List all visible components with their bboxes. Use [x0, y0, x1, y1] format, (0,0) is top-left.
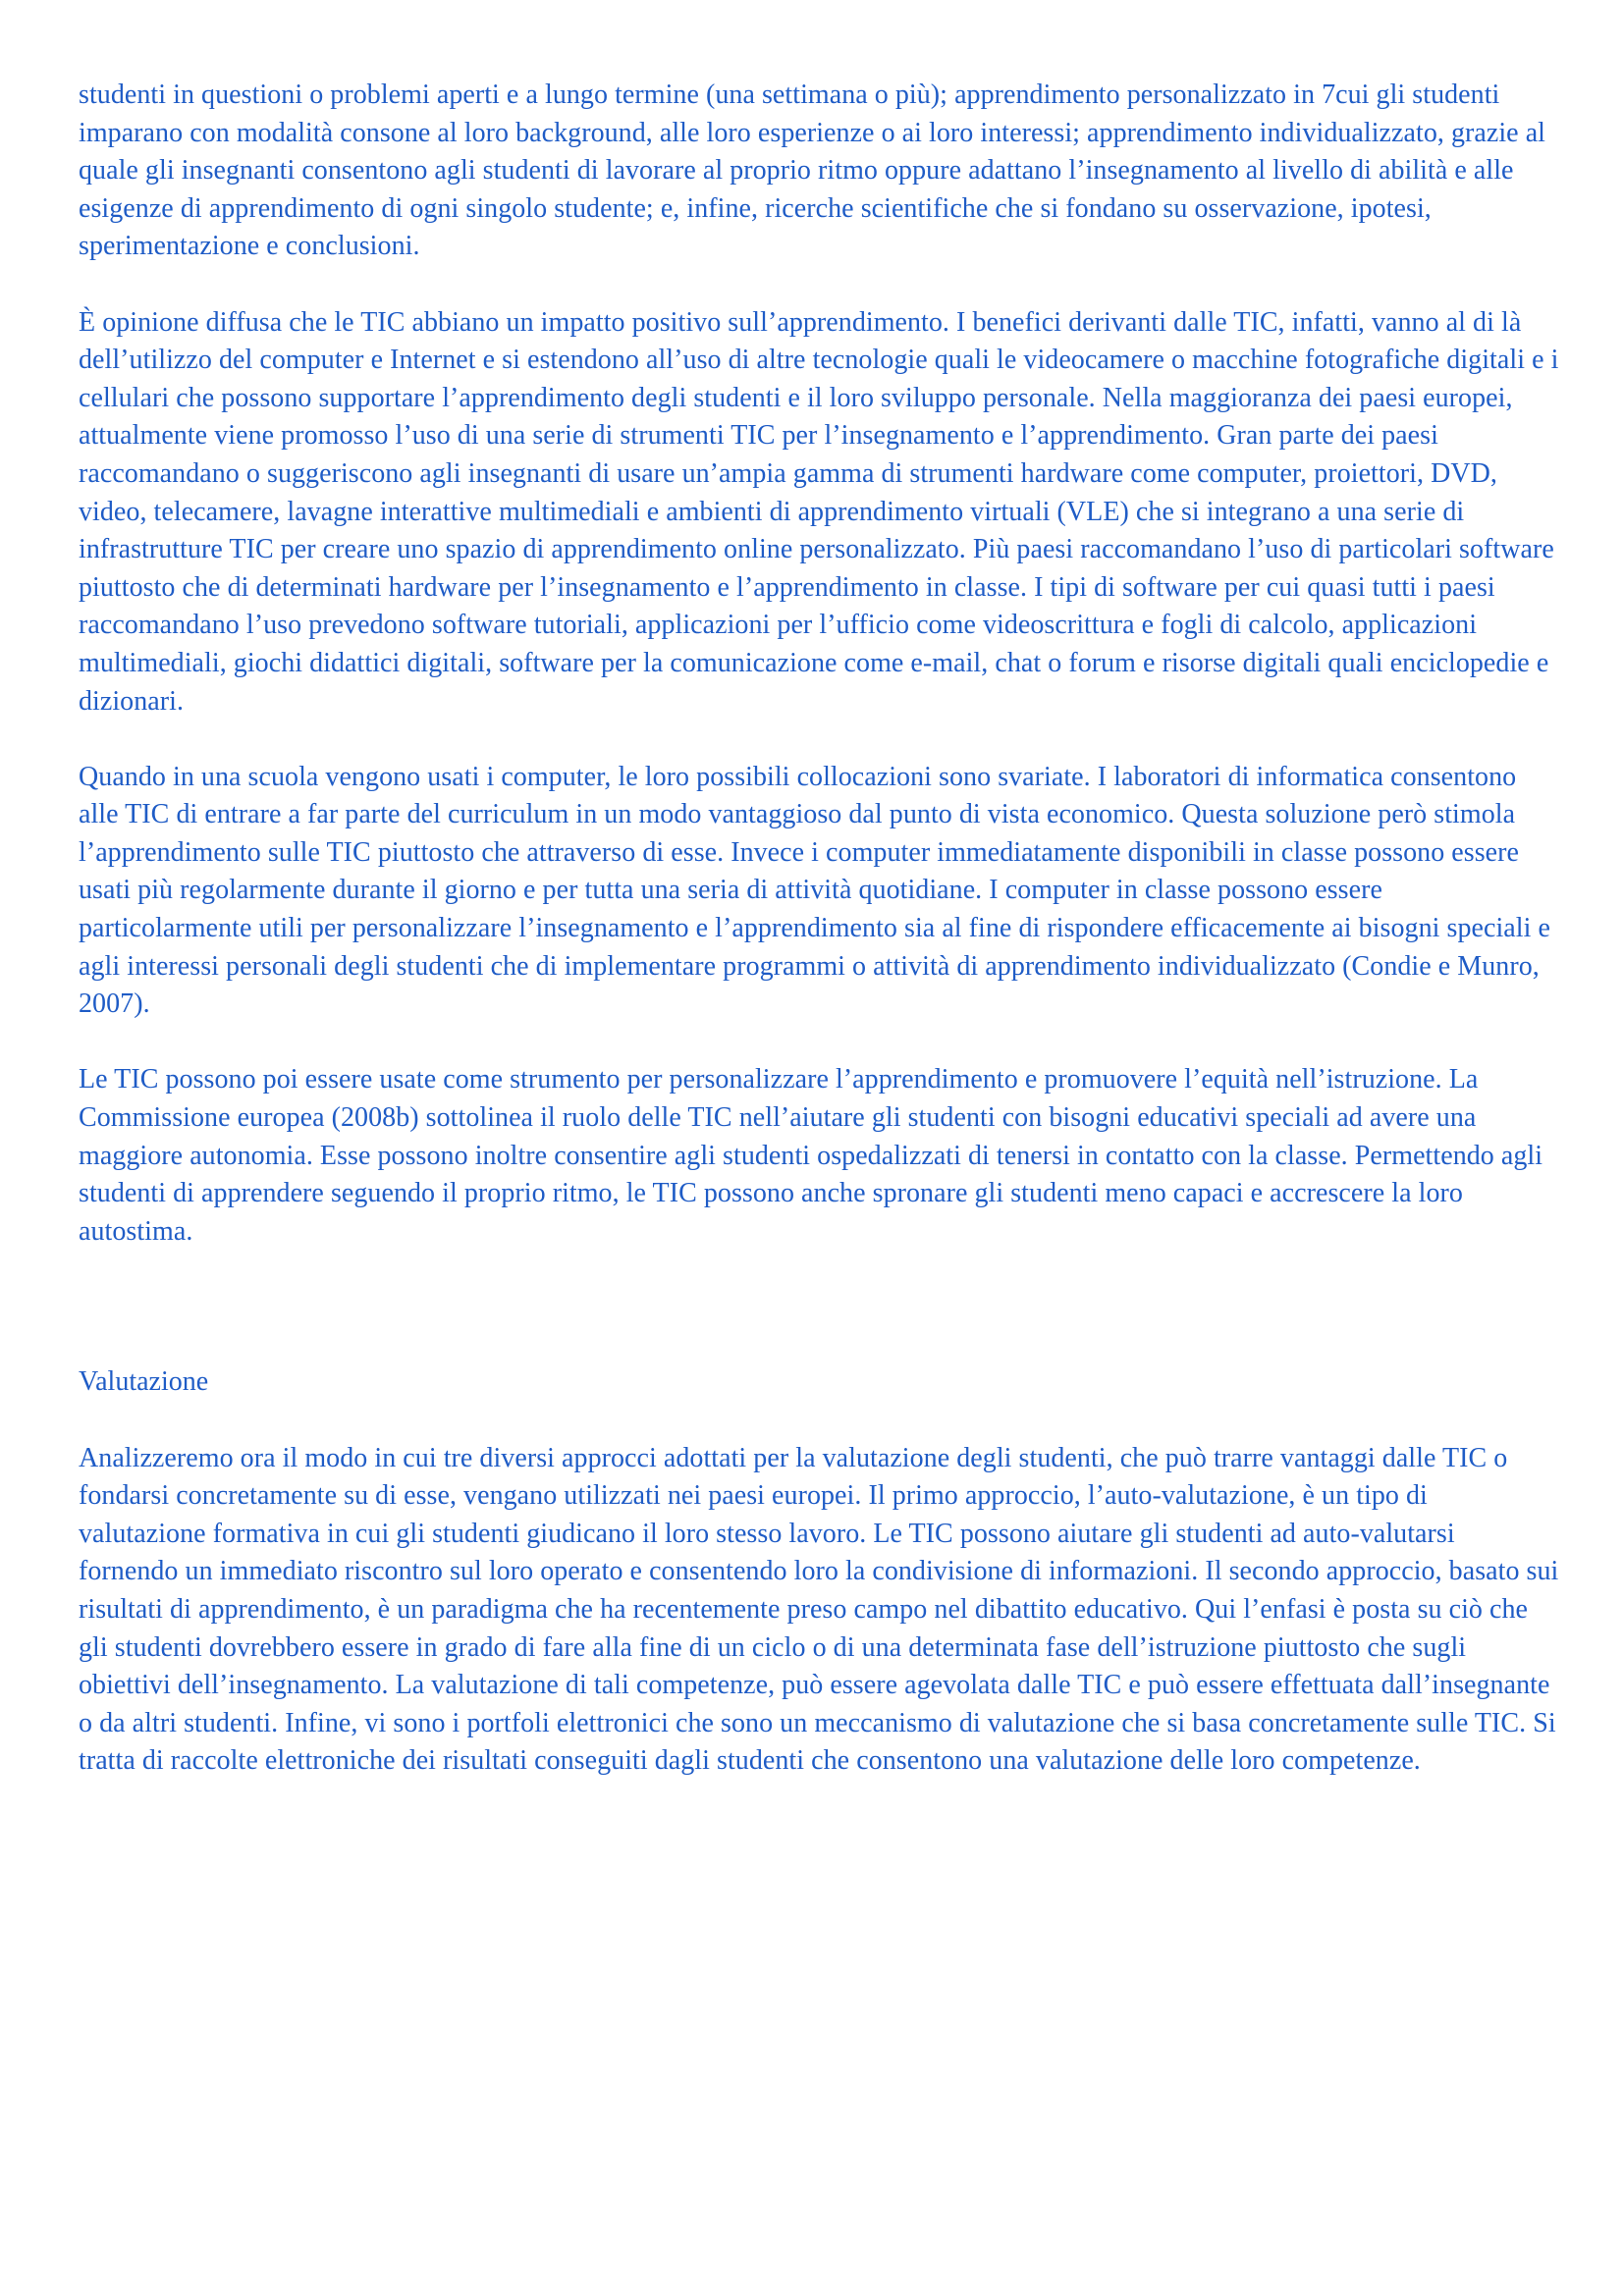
section-heading-valutazione: Valutazione	[79, 1366, 209, 1398]
document-page	[79, 77, 1561, 1819]
paragraph-ict-impact: È opinione diffusa che le TIC abbiano un impatto positivo sull’apprendimento. I benefici derivanti dalle TIC, infatti, vanno al di là dell’utilizzo del computer e Internet e si estendono all’uso di altre tecnologie quali le videocamere o macchine fotografiche digitali e i cellulari che possono supportare l’apprendimento degli studenti e il loro sviluppo personale. Nella maggioranza dei paesi europei, attualmente viene promosso l’uso di una serie di strumenti TIC per l’insegnamento e l’apprendimento. Gran parte dei paesi raccomandano o suggeriscono agli insegnanti di usare un’ampia gamma di strumenti hardware come computer, proiettori, DVD, video, telecamere, lavagne interattive multimediali e ambienti di apprendimento virtuali (VLE) che si integrano a una serie di infrastrutture TIC per creare uno spazio di apprendimento online personalizzato. Più paesi raccomandano l’uso di particolari software piuttosto che di determinati hardware per l’insegnamento e l’apprendimento in classe. I tipi di software per cui quasi tutti i paesi raccomandano l’uso prevedono software tutoriali, applicazioni per l’ufficio come videoscrittura e fogli di calcolo, applicazioni multimediali, giochi didattici digitali, software per la comunicazione come e-mail, chat o forum e risorse digitali quali enciclopedie e dizionari.	[79, 306, 1559, 717]
paragraph-assessment: Analizzeremo ora il modo in cui tre diversi approcci adottati per la valutazione degli studenti, che può trarre vantaggi dalle TIC o fondarsi concretamente su di esse, vengano utilizzati nei paesi europei. Il primo approccio, l’auto-valutazione, è un tipo di valutazione formativa in cui gli studenti giudicano il loro stesso lavoro. Le TIC possono aiutare gli studenti ad auto-valutarsi fornendo un immediato riscontro sul loro operato e consentendo loro la condivisione di informazioni. Il secondo approccio, basato sui risultati di apprendimento, è un paradigma che ha recentemente preso campo nel dibattito educativo. Qui l’enfasi è posta su ciò che gli studenti dovrebbero essere in grado di fare alla fine di un ciclo o di una determinata fase dell’istruzione piuttosto che sugli obiettivi dell’insegnamento. La valutazione di tali competenze, può essere agevolata dalle TIC e può essere effettuata dall’insegnante o da altri studenti. Infine, vi sono i portfoli elettronici che sono un meccanismo di valutazione che si basa concretamente sulle TIC. Si tratta di raccolte elettroniche dei risultati conseguiti dagli studenti che consentono una valutazione delle loro competenze.	[79, 1442, 1559, 1777]
paragraph-learning-approaches: studenti in questioni o problemi aperti e a lungo termine (una settimana o più); apprendimento personalizzato in 7cui gli studenti imparano con modalità consone al loro background, alle loro esperienze o ai loro interessi; apprendimento individualizzato, grazie al quale gli insegnanti consentono agli studenti di lavorare al proprio ritmo oppure adattano l’insegnamento al livello di abilità e alle esigenze di apprendimento di ogni singolo studente; e, infine, ricerche scientifiche che si fondano su osservazione, ipotesi, sperimentazione e conclusioni.	[79, 80, 1546, 262]
paragraph-ict-equity: Le TIC possono poi essere usate come strumento per personalizzare l’apprendimento e promuovere l’equità nell’istruzione. La Commissione europea (2008b) sottolinea il ruolo delle TIC nell’aiutare gli studenti con bisogni educativi speciali ad avere una maggiore autonomia. Esse possono inoltre consentire agli studenti ospedalizzati di tenersi in contatto con la classe. Permettendo agli studenti di apprendere seguendo il proprio ritmo, le TIC possono anche spronare gli studenti meno capaci e accrescere la loro autostima.	[79, 1064, 1543, 1247]
paragraph-computer-placement: Quando in una scuola vengono usati i computer, le loro possibili collocazioni sono svariate. I laboratori di informatica consentono alle TIC di entrare a far parte del curriculum in un modo vantaggioso dal punto di vista economico. Questa soluzione però stimola l’apprendimento sulle TIC piuttosto che attraverso di esse. Invece i computer immediatamente disponibili in classe possono essere usati più regolarmente durante il giorno e per tutta una seria di attività quotidiane. I computer in classe possono essere particolarmente utili per personalizzare l’insegnamento e l’apprendimento sia al fine di rispondere efficacemente ai bisogni speciali e agli interessi personali degli studenti che di implementare programmi o attività di apprendimento individualizzato (Condie e Munro, 2007).	[79, 761, 1550, 1020]
